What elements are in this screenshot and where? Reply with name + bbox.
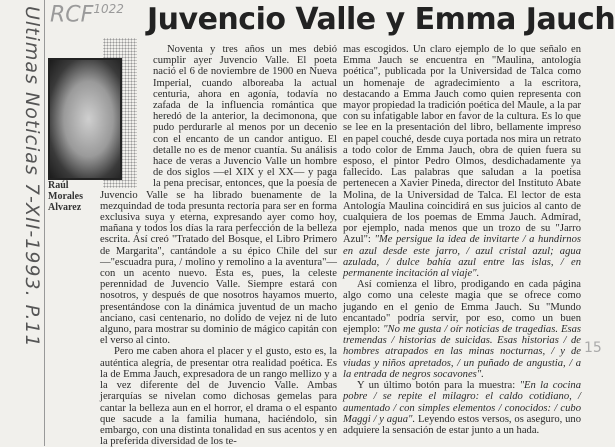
article-column-2 (343, 44, 581, 436)
article-title: Juvencio Valle y Emma Jauch (147, 2, 615, 37)
paragraph-3 (343, 279, 581, 380)
paragraph-3-text: Así comienza el libro, prodigando en cada página algo como una celeste magia que se ofrece como jugando en el genio de Emma Jauch. Su "Mundo encantado" podría servir, por eso, como un buen ejemplo: (343, 279, 581, 336)
photo-spacer (100, 44, 153, 187)
paragraph-2-continued (343, 44, 581, 279)
handwritten-margin-note: Ultimas Noticias 7-XII-1993. P.11 (21, 6, 43, 348)
author-caption (48, 180, 94, 213)
handwritten-page-mark: 15 (584, 340, 602, 356)
paragraph-2: Pero me caben ahora el placer y el gusto, esto es, la auténtica alegría, de presentar otra realidad poética. Es la de Emma Jauch, expresadora de un rango mellizo y a la vez diferente del de Juvencio Valle. Ambas jerarquías se nivelan como dichosas gemelas para cantar la belleza aun en el horror, el drama o el espanto que sacude a la familia humana, haciéndolo, sin embargo, con una distinta tonalidad en sus acentos y en la preferida diversidad de los te- (100, 346, 337, 447)
paragraph-4-end: Leyendo estos versos, os aseguro, uno adquiere la sensación de estar junto a un hada. (343, 413, 581, 436)
handwritten-reference (50, 2, 124, 27)
margin-rule (44, 0, 45, 446)
reference-number: 1022 (93, 2, 124, 16)
reference-code: RCF (50, 2, 94, 28)
paragraph-4 (343, 380, 581, 436)
article-column-1 (100, 44, 337, 447)
quote-cocina: "En la cocina pobre / se repite el milagro: el caldo cotidiano, / aumentado / con simples elementos / conocidos: / cubo Maggi / y agua". (343, 380, 581, 425)
paragraph-1b: la pena precisar, entonces, que la poesía de Juvencio Valle se ha librado buenamente de la mezquindad de toda presunta rectoría para ser en forma exclusiva suya y eterna, expresando ayer como hoy, mañana y todos los días la rara perfección de la belleza escrita. Así creó "Tratado del Bosque, el Libro Primero de Margarita", cantándole a su épico Chile del sur —"escuadra pura, / molino y remolino a la aventura"— con un acento nuevo. Esta es, pues, la celeste perennidad de Juvencio Valle. Siempre estará con nosotros, y después de que nosotros hayamos muerto, presentándose con la dinámica juventud de un macho anciano, casi centenario, no dolido de vejez ni de luto alguno, para mostrar su dominio de mágico capitán con el verso al cinto. (100, 178, 337, 347)
quote-jarro-azul: "Me persigue la idea de invitarte / a hundirnos en azul desde este jarro, / azul cristal azul; agua azulada, / dulce bahía azul entre las islas, / en permanente incitación al viaje". (343, 234, 581, 280)
paragraph-4-text: Y un último botón para la muestra: (357, 380, 520, 392)
paragraph-1a: Noventa y tres años un mes debió cumplir ayer Juvencio Valle. El poeta nació el 6 de noviembre de 1900 en Nueva Imperial, cuando alboreaba la actual centuria, ahora en agonía, todavía no zafada de la influencia romántica que heredó de la anterior, la decimonona, que pudo perdurarle al menos por un decenio con el encanto de un candor antiguo. El detalle no es de menor cuantía. Su análisis hace de veras a Juvencio Valle un hombre de dos siglos —el XIX y el XX— y paga (153, 44, 337, 179)
author-name: Raúl Morales Alvarez (48, 180, 83, 213)
paragraph-2-text: mas escogidos. Un claro ejemplo de lo que señalo en Emma Jauch se encuentra en "Maulina, antología poética", publicada por la Universidad de Talca como un homenaje de agradecimiento a la escritora, destacando a Emma Jauch como quien representa con mayor propiedad la tradición poética del Maule, a la par con su infatigable labor en favor de la cultura. Es lo que se lee en la presentación del libro, bellamente impreso en papel couché, desde cuya portada nos mira un retrato a todo color de Emma Jauch, obra de quien fuera su esposo, el pintor Pedro Olmos, desdichadamente ya fallecido. Las palabras que saludan a la poetisa pertenecen a Xavier Pineda, director del Instituto Abate Molina, de la Universidad de Talca. El lector de esta Antología Maulina coincidirá en sus juicios al canto de cualquiera de los poemas de Emma Jauch. Admírad, por ejemplo, nada menos que un trozo de su "Jarro Azul": (343, 44, 581, 246)
quote-mundo-encantado: "No me gusta / oír noticias de tragedias. Esas tremendas / historias de suicidas. Esas historias / de hombres atrapados en las minas nocturnas, / y de viudas y niños apretados, / un puñado de angustia, / a la entrada de negros socavones". (343, 324, 582, 380)
